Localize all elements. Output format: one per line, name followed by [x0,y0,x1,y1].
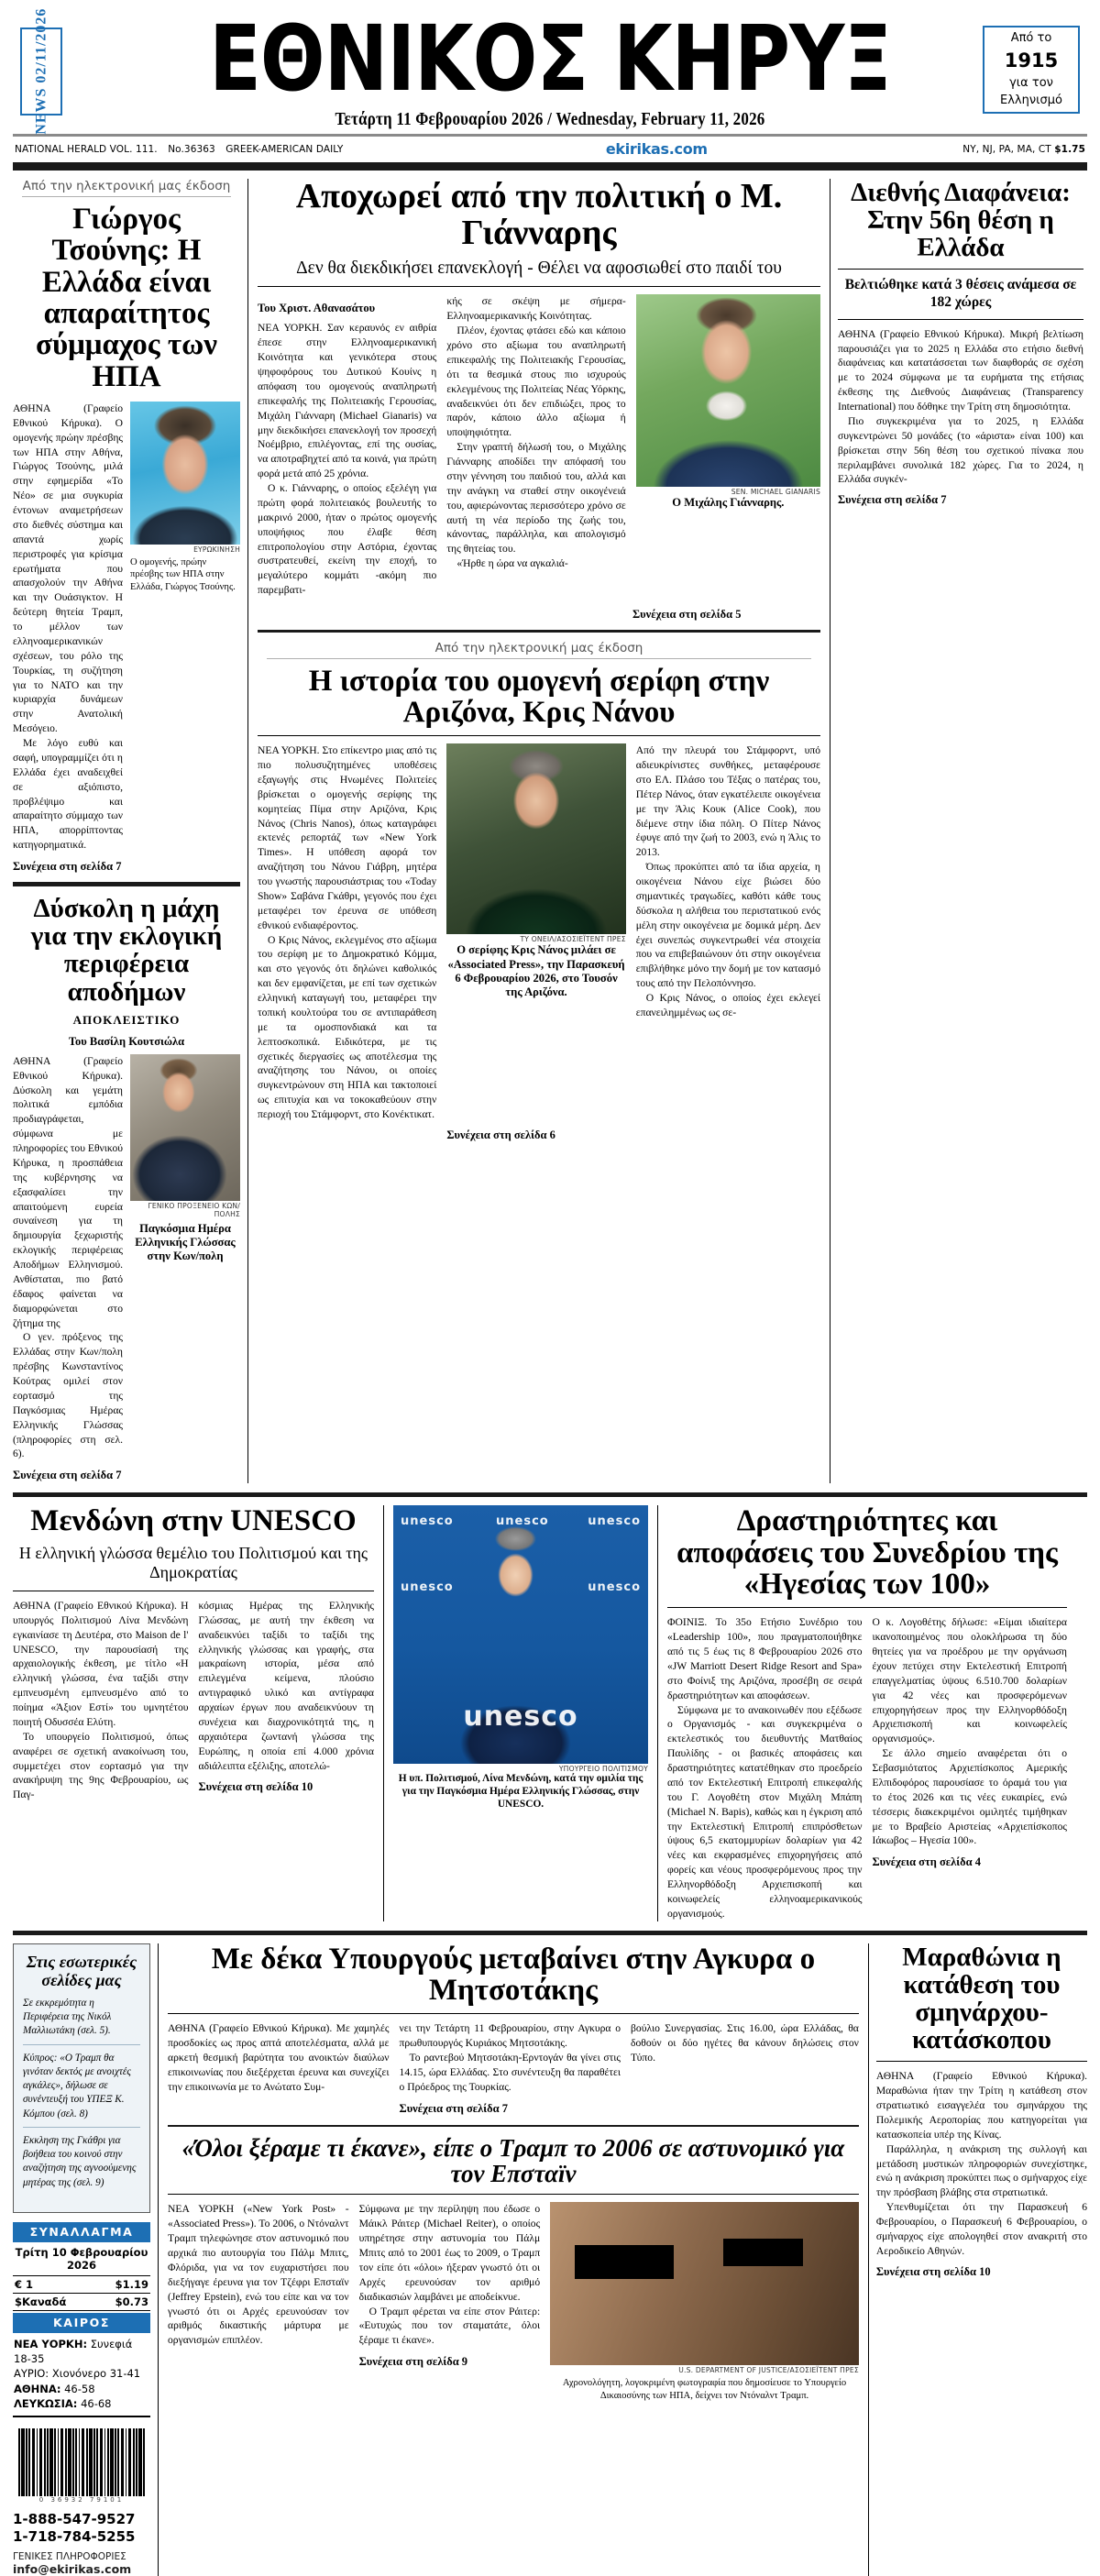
redaction-box-2 [723,2239,804,2266]
synedrio-body-2 [873,1615,1068,1921]
mitsotakis-body-2 [400,2021,622,2117]
top-columns [13,179,1087,1483]
left-continuation[interactable]: Συνέχεια στη σελίδα 7 [13,860,122,873]
un-p1b: Το υπουργείο Πολιτισμού, όπως αναφέρει σε σχετική ανακοίνωση του, συμμετέχει στον εορτασμό για την ανακήρυψη της 9ης Φεβρουαρίου, ως Παγ- [13,1730,189,1801]
fx-value: $1.19 [115,2277,148,2291]
left-para-2: Με λόγο ευθύ και σαφή, υπογραμμίζει ότι η Ελλάδα έχει αναδειχθεί σε αξιόπιστο, προβλέψιμο και απαραίτητο σύμμαχο των ΗΠΑ, απορρίπτοντας κατηγορηματικά. [13,737,123,852]
price-text: $1.75 [1054,143,1085,155]
index-item[interactable]: Εκκληση της Γκάθρι για βοήθεια του κοινού στην αναζήτηση της αγνοούμενης μητέρας της (σελ. 9) [23,2134,137,2188]
center-p2d: «Ήρθε η ώρα να αγκαλιά- [456,557,568,570]
tr-p1: ΝΕΑ ΥΟΡΚΗ («New York Post» - «Associated Press»). Το 2006, ο Ντόναλντ Τραμπ τηλεφώνησε στον αστυνομικό που αρχικά πιο αυτουργία του Πάλμ Μπιτς, Φλόριδα, για να τον ευχαριστήσει που διεξήγαγε έρευνα για τον Τζέφρι Επσταϊν (Jeffrey Epstein), ενώ του είπε και να τον γνωστό ότι οι Αρχές ερευνούσαν τον αριθμός δικαστικής μάρτυρα με οργανισμών επιπλέον. [168,2203,349,2347]
fx-row [13,2276,150,2294]
index-box [13,1943,150,2213]
center-mid-row [258,743,820,1122]
photo-unesco [393,1505,648,1764]
fx-label: $Καναδά [15,2295,67,2308]
center-cont-row [258,601,820,622]
right-rule-2 [838,319,1084,320]
unesco-logo-podium: unesco [463,1701,578,1734]
index-box-title: Στις εσωτερικές σελίδες μας [26,1952,138,1989]
dateline: Τετάρτη 11 Φεβρουαρίου 2026 / Wednesday, February 11, 2026 [335,108,765,129]
lower-page-divider [13,1931,1087,1935]
mitsotakis-continuation[interactable]: Συνέχεια στη σελίδα 7 [399,2101,508,2115]
left2-para-1: ΑΘΗΝΑ (Γραφείο Εθνικού Κήρυκα). Δύσκολη και γεμάτη πολιτικά εμπόδια προδιαγράφεται, σύμφωνα με πληροφορίες του Εθνικού Κήρυκα, η προσπάθεια της κυβέρνησης να εξασφαλίσει την απαιτούμενη ευρεία συναίνεση για τη δημιουργία ξεχωριστής εκλογικής περιφέρειας Αποδήμων Ελληνισμού. Ανθίσταται, πιο βατό έδαφος φαίνεται να διαμορφώνεται στο ζήτημα της [13,1054,123,1329]
mi-p2b: Το ραντεβού Μητσοτάκη-Ερντογάν θα γίνει στις 14.15, ώρα Ελλάδας. Στο συνέντευξη θα παραθέτει ο Πρόεδρος της Τουρκίας. [399,2052,622,2093]
center-mid-body-1 [258,743,436,1122]
center-rule-1 [258,286,820,287]
sy-p1b: Σύμφωνα με το ανακοινωθέν που εξέδωσε ο Οργανισμός - και συγκεκριμένα ο εκτελεστικός του διευθυντής Ματθαίος Παυλίδης - οι βασικές αποφάσεις και δραστηριότητες κατατέθηκαν στο προεδρείο από τον Εκτελεστική Επιτροπή επικεφαλής του Γ. Λογοθέτη στον Μιχάλη Μπάπη (Michael N. Bapis), καθώς και η έγκριση από την Εκτελεστική Επιτροπή επιπρόσθετων ύψους 6,5 εκατομμυρίων δολαρίων για 42 νέες και εκφρασμένες επιχορηγήσεις από φορείς και νέους προσφερόμενους προς την Ελληνορθόδοξη Αρχιεπισκοπή και κοινωφελείς ελληνοαμερικανικούς οργανισμούς. [667,1703,863,1920]
center-column [248,179,830,1483]
contact-email[interactable]: info@ekirikas.com [13,2561,132,2576]
left2-para-2: Ο γεν. πρόξενος της Ελλάδας στην Κων/πολη πρέσβης Κωνσταντίνος Κούτρας ομιλεί στον εορτασμό της Παγκόσμιας Ημέρας Ελληνικής Γλώσσας (πληροφορίες στη σελ. 6). [13,1331,123,1460]
unesco-text-col [13,1505,383,1921]
volume-text: NATIONAL HERALD VOL. 111. [15,143,158,155]
left2-tag: ΑΠΟΚΛΕΙΣΤΙΚΟ [72,1012,181,1027]
mitsotakis-body-1 [168,2021,390,2117]
marathon-headline[interactable]: Μαραθώνια η κατάθεση του σμηνάρχου-κατάσκοπου [902,1942,1062,2055]
since-line1: για τον [1009,75,1053,90]
photo-koutsolia-caption: Παγκόσμια Ημέρα Ελληνικής Γλώσσας στην Κων/πολη [135,1221,236,1263]
center-p2b: Πλέον, έχοντας φτάσει εδώ και κάποιο χρόνο στο αξίωμα του αναπληρωτή επικεφαλής της Πολιτειακής Γερουσίας, ότι τα θεσμικά στους πιο ισχυρούς εκλεγμένους της Πολιτείας Νέας Υόρκης, αναδεικνύει ότι δεν επιδιώξει, προς το παρόν, κάποιο άλλο αξίωμα ή υποψηφιότητα. [446,325,626,439]
unesco-continuation[interactable]: Συνέχεια στη σελίδα 10 [198,1780,314,1794]
contact-info [13,2551,150,2576]
weather-value: 46-58 [64,2382,95,2395]
redaction-box-1 [575,2245,674,2279]
fx-row [13,2294,150,2311]
center-mid-col-1 [258,743,436,1122]
center-mid-continuation[interactable]: Συνέχεια στη σελίδα 6 [446,1128,556,1141]
mi-p1: ΑΘΗΝΑ (Γραφείο Εθνικού Κήρυκα). Με χαμηλές προσδοκίες ως προς απτά αποτελέσματα, αλλά με αρκετή θεσμική βαρύτητα του ανοικτών διαύλων επικοινωνίας που διεξέρχεται έρευνα και συνεχίζει την επικοινωνία με το Ανώτατο Συμ- [168,2022,390,2093]
marathon-body [876,2069,1087,2258]
weather-row [14,2396,149,2411]
cm-p2a: Από την πλευρά του Στάμφορντ, υπό αδιευκρίνιστες συνθήκες, μεταφέρουσε στο ΕΛ. Πλάσο του Τέξας ο πατέρας του, Πέτερ Νάνος, όταν εγκατέλειπε οικογένεια με την Άλις Κουκ (Alice Cook), που διέμενε στην ίδια πόλη. Ο Πίτερ Νάνος έφυγε από την ζωή το 2003, ενώ η Άλις το 2013. [635,744,820,859]
right-column [838,179,1084,1483]
info-left [15,144,350,155]
tr-p2a: Σύμφωνα με την περίληψη που έδωσε ο Μάικλ Ράιτερ (Michael Reiter), ο οποίος υπηρέτησε στην αστυνομία του Πάλμ Μπιτς από το 2001 έως το 2009, ο Τραμπ τον είπε ότι «όλοι» ήξεραν γνωστό ότι οι Αρχές ερευνούσαν τον αριθμό διαδικασιών λαμβάνει με αποδείκνυε. [358,2203,541,2303]
weather-city: ΑΘΗΝΑ: [14,2382,61,2395]
weather-value: Συνεφιά 18-35 [14,2337,133,2366]
left2-headline[interactable]: Δύσκολη η μάχη για την εκλογική περιφέρεια αποδήμων [30,894,223,1007]
photo-sheriff-credit: ΤΥ ΟΝΕΙΛ/ΑΣΟΣΙΕΪΤΕΝΤ ΠΡΕΣ [520,935,626,944]
trump-rule [168,2194,859,2195]
phone-primary[interactable]: 1-888-547-9527 [13,2511,136,2528]
center-p2c: Στην γραπτή δήλωσή του, ο Μιχάλης Γιάνναρης αποδίδει την απόφασή του στην γέννηση του παιδιού του, αλλά και την ανάγκη να σταθεί στην οικογένειά του, αφιερώνοντας περισσότερο χρόνο σε αυτή τη νέα περίοδο της ζωής του, κάνοντας, παράλληλα, και απολογισμό της θητείας του. [446,441,626,556]
photo-gianaris [636,294,820,487]
center-col-3 [636,294,820,598]
marathon-continuation[interactable]: Συνέχεια στη σελίδα 10 [875,2264,991,2278]
right-continuation[interactable]: Συνέχεια στη σελίδα 7 [838,493,947,507]
left-photo-block [130,402,240,875]
center-mid-body-2 [636,743,820,1020]
center-p1b: Ο κ. Γιάνναρης, ο οποίος εξελέγη για πρώτη φορά πολιτειακός βουλευτής το μακρινό 2000, ήταν ο πρώτος ομογενής υποψήφιος που έλαβε θέση επιτροπολογίου στην Αστόρια, έχοντας συστρατευθεί, εκείνη την εποχή, το μεγαλύτερο κομμάτι -ακόμη πιο παρεμβατι- [258,482,437,597]
trump-headline[interactable]: «Όλοι ξέραμε τι έκανε», είπε ο Τραμπ το 2006 σε αστυνομικό για τον Επσταϊν [182,2134,845,2188]
center-mid-headline[interactable]: Η ιστορία του ομογενή σερίφη στην Αριζόνα, Κρις Νάνου [308,664,770,729]
trump-body-2 [359,2202,541,2402]
phone-secondary[interactable]: 1-718-784-5255 [13,2528,136,2546]
website-link[interactable]: ekirikas.com [605,140,708,158]
photo-gianaris-credit: SEN. MICHAEL GIANARIS [731,488,820,497]
center-rule-2 [258,735,820,736]
news-date-text: NEWS 02/11/2026 [33,7,50,136]
info-bar [13,137,1087,162]
tagline-text: GREEK-AMERICAN DAILY [226,143,344,155]
photo-trump-credit: U.S. DEPARTMENT OF JUSTICE/ΑΣΟΣΙΕΪΤΕΝΤ ΠΡΕΣ [678,2366,859,2375]
right-rule-1 [838,269,1084,270]
weather-row [14,2366,149,2381]
nameplate [13,6,1087,129]
bottom-sidebar [13,1943,150,2576]
fx-title: ΣΥΝΑΛΛΑΓΜΑ [13,2222,150,2242]
left2-photo-block [130,1054,240,1484]
ma-p1: ΑΘΗΝΑ (Γραφείο Εθνικού Κήρυκα). Μαραθώνια ήταν την Τρίτη η κατάθεση στον στρατιωτικό εισαγγελέα του σμηνάρχου της Πολεμικής Αεροπορίας που κατηγορείται για κατασκοπεία υπέρ της Κίνας. [875,2070,1087,2141]
bottom-center-divider [168,2125,859,2128]
right-body [838,327,1084,488]
since-label: Από το [1010,30,1052,45]
left-column [13,179,240,1483]
photo-koutsolia-credit: ΓΕΝΙΚΟ ΠΡΟΞΕΝΕΙΟ ΚΩΝ/ΠΟΛΗΣ [148,1201,240,1218]
photo-sheriff [446,743,625,934]
unesco-body-row [13,1599,374,1802]
barcode [13,2428,150,2496]
unesco-body-1 [13,1599,189,1802]
cm-p1a: ΝΕΑ ΥΟΡΚΗ. Στο επίκεντρο μιας από τις πιο πολυσυζητημένες υποθέσεις εξαγωγής στις Ηνωμένες Πολιτείες βρίσκεται ο ομογενής σερίφης της κομητείας Πίμα στην Αριζόνα, Κρις Νάνος (Chris Nanos), όπως καταγράφει εκτενές ρεπορτάζ των «New York Times». Η υπόθεση αφορά τον αναζήτηση του Νάνου Γιάβρη, μητέρα του γνωστής παρουσιάστριας του «Today Show» Σαβάνα Γκάθρι, γεγονός που έχει μεταφέρει τον έρευνα σε υπόθεση εθνικού ενδιαφέροντος. [258,744,437,931]
synedrio-body-1 [667,1615,863,1921]
photo-tsounis-credit: ΕΥΡΩΚΙΝΗΣΗ [193,545,240,554]
unesco-logo-mr: unesco [588,1580,641,1595]
weather-city: ΑΥΡΙΟ: [14,2367,50,2381]
sy-p2a: Ο κ. Λογοθέτης δήλωσε: «Είμαι ιδιαίτερα ικανοποιημένος που ολοκλήρωσα τη δύο θητείες για να προέδρου με την οργάνωση έχουν πετύχει στην Εκτελεστική Επιτροπή επαγγελματίας ύψους 6.510.700 δολαρίων για 42 νέες και προσφερόμενων επιχορηγήσεων προς την Ελληνορθόδοξη Αρχιεπισκοπή και κοινωφελείς οργανισμούς». [872,1616,1067,1745]
marathon-rule [876,2061,1087,2062]
un-p1a: ΑΘΗΝΑ (Γραφείο Εθνικού Κήρυκα). Η υπουργός Πολιτισμού Λίνα Μενδώνη εγκαινίασε τη Δευτέρα, στο Maison de l' UNESCO, την παρουσίασή της αρχαιολογικής έκθεση, με τίτλο «Η ελληνική γλώσσα, ένα ταξίδι στην εμπνευσμένη εμπνευσμένο από το ποίημα «Άξιον Εστί» του υμνητέτου ποιητή Οδυσσέα Ελύτη. [13,1599,189,1728]
center-mid-col-2 [446,743,625,1122]
center-mid-cont-row [258,1122,820,1142]
unesco-logo-ml: unesco [401,1580,454,1595]
index-item[interactable]: Κύπρος: «Ο Τραμπ θα γινόταν δεκτός με ανοιχτές αγκάλες», δήλωσε σε συνέντευξή του ΥΠΕΞ Κ. Κόμπου (σελ. 8) [23,2052,140,2128]
photo-koutsolia [130,1054,240,1201]
fx-date: Τρίτη 10 Φεβρουαρίου 2026 [13,2242,150,2276]
left-divider-1 [13,882,240,886]
mitsotakis-body-row [168,2021,859,2117]
since-year: 1915 [1004,50,1059,72]
photo-gianaris-caption: Ο Μιχάλης Γιάνναρης. [672,496,785,510]
center-col-2 [446,294,625,598]
weather-value: 46-68 [81,2397,112,2411]
photo-unesco-credit: ΥΠΟΥΡΓΕΙΟ ΠΟΛΙΤΙΣΜΟΥ [558,1765,648,1774]
photo-trump [550,2202,859,2365]
right-p2: Πιο συγκεκριμένα για το 2025, η Ελλάδα συγκεντρώνει 50 μονάδες (το «άριστα» είναι 100) και βρίσκεται στην 56η θέση του σχετικού πίνακα που περιλαμβάνει συνολικά 182 χώρες. Για το 2024, η Ελλάδα συγκέν- [838,414,1084,486]
fx-value: $0.73 [115,2295,148,2308]
weather-value: Χιονόνερο 31-41 [51,2367,141,2381]
left2-byline: Του Βασίλη Κουτσιώλα [68,1034,185,1048]
photo-tsounis [130,402,240,545]
trump-continuation[interactable]: Συνέχεια στη σελίδα 9 [358,2355,468,2369]
left-para-1: ΑΘΗΝΑ (Γραφείο Εθνικού Κήρυκα). Ο ομογενής πρώην πρέσβης των ΗΠΑ στην Αθήνα, Γιώργος Τσούνης, μιλά στην εφημερίδα «Το Νέο» σε μια συγκυρία έντονων αναμετρήσεων στο διεθνές σύστημα και απαντά χωρίς περιστροφές για κρίσιμα ερωτήματα που απασχολούν την Αθήνα και την Ουάσιγκτον. Η δεύτερη θητεία Τραμπ, το μέλλον των ελληνοαμερικανικών σχέσεων, του ρόλο της Τουρκίας, τη συζήτηση για το ΝΑΤΟ και την κυριαρχία δυνάμεων στην Ανατολική Μεσόγειο. [13,402,123,735]
left2-continuation[interactable]: Συνέχεια στη σελίδα 7 [13,1469,122,1482]
mid-page-divider [13,1492,1087,1497]
center-col-1 [258,294,436,598]
unesco-headline[interactable]: Μενδώνη στην UNESCO [30,1504,357,1538]
weather-row [14,2382,149,2396]
center-continuation[interactable]: Συνέχεια στη σελίδα 5 [632,608,742,622]
center-body-2 [446,294,625,571]
right-headline[interactable]: Διεθνής Διαφάνεια: Στην 56η θέση η Ελλάδα [851,178,1071,263]
weather-rows [13,2333,150,2418]
ma-p3: Υπενθυμίζεται ότι την Παρασκευή 6 Φεβρουαρίου, ο Παρασκευή 6 Φεβρουαρίου, ο σμήναρχος είχε απολογηθεί στον ανακριτή στο Αεροδικείο Αθηνών. [875,2201,1087,2257]
synedrio-body-row [667,1615,1067,1921]
photo-trump-caption: Αχρονολόγητη, λογοκριμένη φωτογραφία που δημοσίευσε το Υπουργείο Δικαιοσύνης των ΗΠΑ, δείχνει τον Ντόναλντ Τραμπ. [562,2378,847,2402]
center-byline: Του Χριστ. Αθανασάτου [258,302,376,315]
right-subhead: Βελτιώθηκε κατά 3 θέσεις ανάμεσα σε 182 χώρες [844,277,1077,311]
bottom-center [158,1943,869,2576]
unesco-photo-col [383,1505,658,1921]
masthead [13,6,1087,136]
left-kicker: Από την ηλεκτρονική μας έκδοση [22,179,231,197]
info-right [962,144,1085,155]
index-item[interactable]: Σε εκκρεμότητα η Περιφέρεια της Νικόλ Μαλλιωτάκη (σελ. 5). [23,1997,140,2045]
unesco-subhead: Η ελληνική γλώσσα θεμέλιο του Πολιτισμού και της Δημοκρατίας [18,1543,368,1582]
fx-label: € 1 [15,2277,34,2291]
bottom-right [876,1943,1087,2576]
photo-unesco-caption: Η υπ. Πολιτισμού, Λίνα Μενδώνη, κατά την ομιλία της για την Παγκόσμια Ημέρα Ελληνικής Γλώσσας, στην UNESCO. [398,1773,644,1811]
weather-city: ΛΕΥΚΩΣΙΑ: [14,2397,78,2411]
mitsotakis-body-3 [631,2021,859,2117]
synedrio-rule [667,1607,1067,1608]
cm-p2c: Ο Κρις Νάνος, ο οποίος έχει εκλεγεί επανειλημμένως ως σε- [635,992,820,1018]
right-p1: ΑΘΗΝΑ (Γραφείο Εθνικού Κήρυκα). Μικρή βελτίωση παρουσιάζει για το 2025 η Ελλάδα στο ετήσιο διεθνή διαφάνειας και κατατάσσεται των διαφθοράς σε σχέση με το 2024 σύμφωνα με τα ευρήματα της ετήσιας έκθεσης της Διεθνούς Διαφάνειας (Transparency International) που δόθηκε την Τρίτη στη δημοσιότητα. [838,327,1084,413]
synedrio-headline[interactable]: Δραστηριότητες και αποφάσεις του Συνεδρίου της «Ηγεσίας των 100» [676,1504,1058,1601]
tr-p2b: Ο Τραμπ φέρεται να είπε στον Ράιτερ: «Ευτυχώς που τον σταματάτε, όλοι ξέραμε τι έκανε». [358,2305,541,2347]
weather-city: ΝΕΑ ΥΟΡΚΗ: [14,2337,88,2350]
left2-row [13,1054,240,1484]
synedrio-continuation[interactable]: Συνέχεια στη σελίδα 4 [872,1855,981,1869]
photo-tsounis-caption: Ο ομογενής, πρώην πρέσβης των ΗΠΑ στην Ελλάδα, Γιώργος Τσούνης. [130,556,236,592]
trump-body-row [168,2202,859,2402]
cm-p2b: Όπως προκύπτει από τα ίδια αρχεία, η οικογένεια Νάνου είχε βιώσει δύο σημαντικές τραγωδίες, καθότι κάθε τους δύσκολα η αλήθεια του περιστατικού ενός μέλη στην οικογένεια με δομικά μέρη. Δεν έχει συνεπώς συγκεντρωθεί νέα στοιχεία που να επιβεβαιώνουν ότι στην οικογένεια επιβλήθηκε μόνο την δομή με τον κατασμό τους από την Πελοπόννησο. [635,861,820,990]
ma-p2: Παράλληλα, η ανάκριση της συλλογή και μετάδοση μυστικών πληροφοριών συνεχίστηκε, ενώ η ανάκριση προκύπτει πως ο σμήναρχος είχε την πρόσβαση βλάβης στα στρατιωτικά. [875,2142,1087,2199]
un-p2a: κόσμιας Ημέρας της Ελληνικής Γλώσσας, με αυτή την έκθεση να αναδεικνύει ταξίδι το ταξίδι της ελληνικής γλώσσας και γραφής, στα μακραίωνη ιστορία, μέσα από επιλεγμένα κείμενα, πλούσιο αντιγραφικό υλικό και αντίγραφα αρχαίων έργων που αναδεικνύουν τη συνέχεια και διαχρονικότητά της, η αρχαιότερα ζωντανή γλώσσα της Ευρώπης, η οποία επί 4.000 χρόνια αδιάλειπτα εξέλιξης, αποτελώ- [198,1599,374,1772]
left2-body [13,1054,123,1484]
weather-row [14,2337,149,2367]
center-divider-1 [258,630,820,633]
trump-body-1 [168,2202,349,2402]
unesco-body-2 [199,1599,375,1802]
left-headline[interactable]: Γιώργος Τσούνης: Η Ελλάδα είναι απαραίτητος σύμμαχος των ΗΠΑ [36,203,217,393]
center-p1a: ΝΕΑ ΥΟΡΚΗ. Σαν κεραυνός εν αιθρία έπεσε στην Ελληνοαμερικανική Κοινότητα και γενικότερα στους ψηφοφόρους του Δυτικού Κουίνς η απόφαση του ομογενούς αναπληρωτή επικεφαλής της Πολιτειακής Γερουσίας, Μιχάλη Γιάνναρη (Michael Gianaris) να μην διεκδικήσει επανεκλογή τον προσεχή Νοέμβριο, επιλέγοντας, επί της ουσίας, να αποτραβηχτεί από τα κοινά, για πρώτη φορά μετά από 25 χρόνια. [258,322,437,480]
unesco-logo-tr: unesco [588,1514,641,1529]
middle-block [13,1505,1087,1921]
bottom-block [13,1943,1087,2576]
regions-text: NY, NJ, PA, MA, CT [962,143,1051,155]
center-mid-kicker: Από την ηλεκτρονική μας έκδοση [267,641,811,659]
photo-sheriff-caption: Ο σερίφης Κρις Νάνος μιλάει σε «Associated Press», την Παρασκευή 6 Φεβρουαρίου 2026, στο Τουσόν της Αριζόνα. [447,943,625,999]
mi-p2a: νει την Τετάρτη 11 Φεβρουαρίου, στην Αγκυρα ο πρωθυπουργός Κυριάκος Μητσοτάκης. [399,2022,622,2050]
center-subhead: Δεν θα διεκδικήσει επανεκλογή - Θέλει να αφοσιωθεί στο παιδί του [296,259,782,279]
issue-number: No.36363 [168,143,215,155]
center-headline[interactable]: Αποχωρεί από την πολιτική ο Μ. Γιάνναρης [295,177,783,252]
fx-weather-module [13,2222,150,2576]
mi-p3: βούλιο Συνεργασίας. Στις 16.00, ώρα Ελλάδας, θα δοθούν οι δύο ηγέτες θα κάνουν δηλώσεις στον Τύπο. [631,2022,859,2064]
center-article-row [258,294,820,598]
unesco-logo-tc: unesco [496,1514,549,1529]
sy-p2b: Σε άλλο σημείο αναφέρεται ότι ο Σεβασμιότατος Αρχιεπίσκοπος Αμερικής Ελπιδοφόρος παρουσίασε το όραμά του για το έτος 2026 και τις νέες ευκαιρίες, ενώ τέσσερις διακεκριμένοι ομιλητές τιμήθηκαν με το Βραβείο Αριστείας «Αρχιεπίσκοπος Ιάκωβος – Ηγεσία 100». [872,1747,1067,1847]
contact-label: ΓΕΝΙΚΕΣ ΠΛΗΡΟΦΟΡΙΕΣ [13,2550,126,2562]
since-badge [983,26,1080,114]
info-bar-wrap [13,134,1087,171]
sy-p1a: ΦΟΙΝΙΞ. Το 35ο Ετήσιο Συνέδριο του «Leadership 100», που πραγματοποιήθηκε από τις 5 έως τις 8 Φεβρουαρίου 2026 στο «JW Marriott Desert Ridge Resort and Spa» στο Φοίνιξ της Αριζόνα, προσέβη σε σειρά δραστηριότητων και αποφάσεων. [667,1616,863,1701]
newspaper-title: ΕΘΝΙΚΟΣ ΚΗΡΥΞ [209,6,891,112]
center-mid-col-3 [636,743,820,1122]
trump-photo-block [550,2202,859,2402]
barcode-digits: 0 36932 79101 [38,2496,125,2504]
center-body-1 [258,321,436,598]
black-divider-bar [13,162,1087,171]
contact-phones [13,2511,150,2546]
left-lede-row [13,402,240,875]
cm-p1b: Ο Κρις Νάνος, εκλεγμένος στο αξίωμα του σερίφη με το Δημοκρατικό Κόμμα, και στο γεγονός ότι δηλώνει καθολικός και δεν εμφανίζεται, με επί των σχετικών ελληνική καταγωγή του, μεταφέρει την τοπική κουλτούρα του σε αντιπαράθεση με τα ομοσπονδιακά και τα λεπτοσκοπικά. Ειδικότερα, με τις σχετικές διεργασίες ως αποτέλεσμα της αναζήτησης του Νάνου, οι οποίες συγκεντρώνουν στη ΗΠΑ και τακτοποιεί ως επιτυχία και να τοκοκαθεύουν στην περιοχή του Στάμφορντ, στο Κονέκτικατ. [258,933,437,1121]
synedrio-col [658,1505,1067,1921]
weather-title: ΚΑΙΡΟΣ [13,2313,150,2333]
mitsotakis-rule [168,2013,859,2014]
unesco-logo-tl: unesco [401,1514,454,1529]
mitsotakis-headline[interactable]: Με δέκα Υπουργούς μεταβαίνει στην Αγκυρα ο Μητσοτάκης [211,1942,816,2007]
left-body-1 [13,402,123,875]
since-line2: Ελληνισμό [1000,93,1062,107]
center-p2a: κής σε σκέψη με σήμερα- Ελληνοαμερικανικής Κοινότητας. [446,295,626,323]
